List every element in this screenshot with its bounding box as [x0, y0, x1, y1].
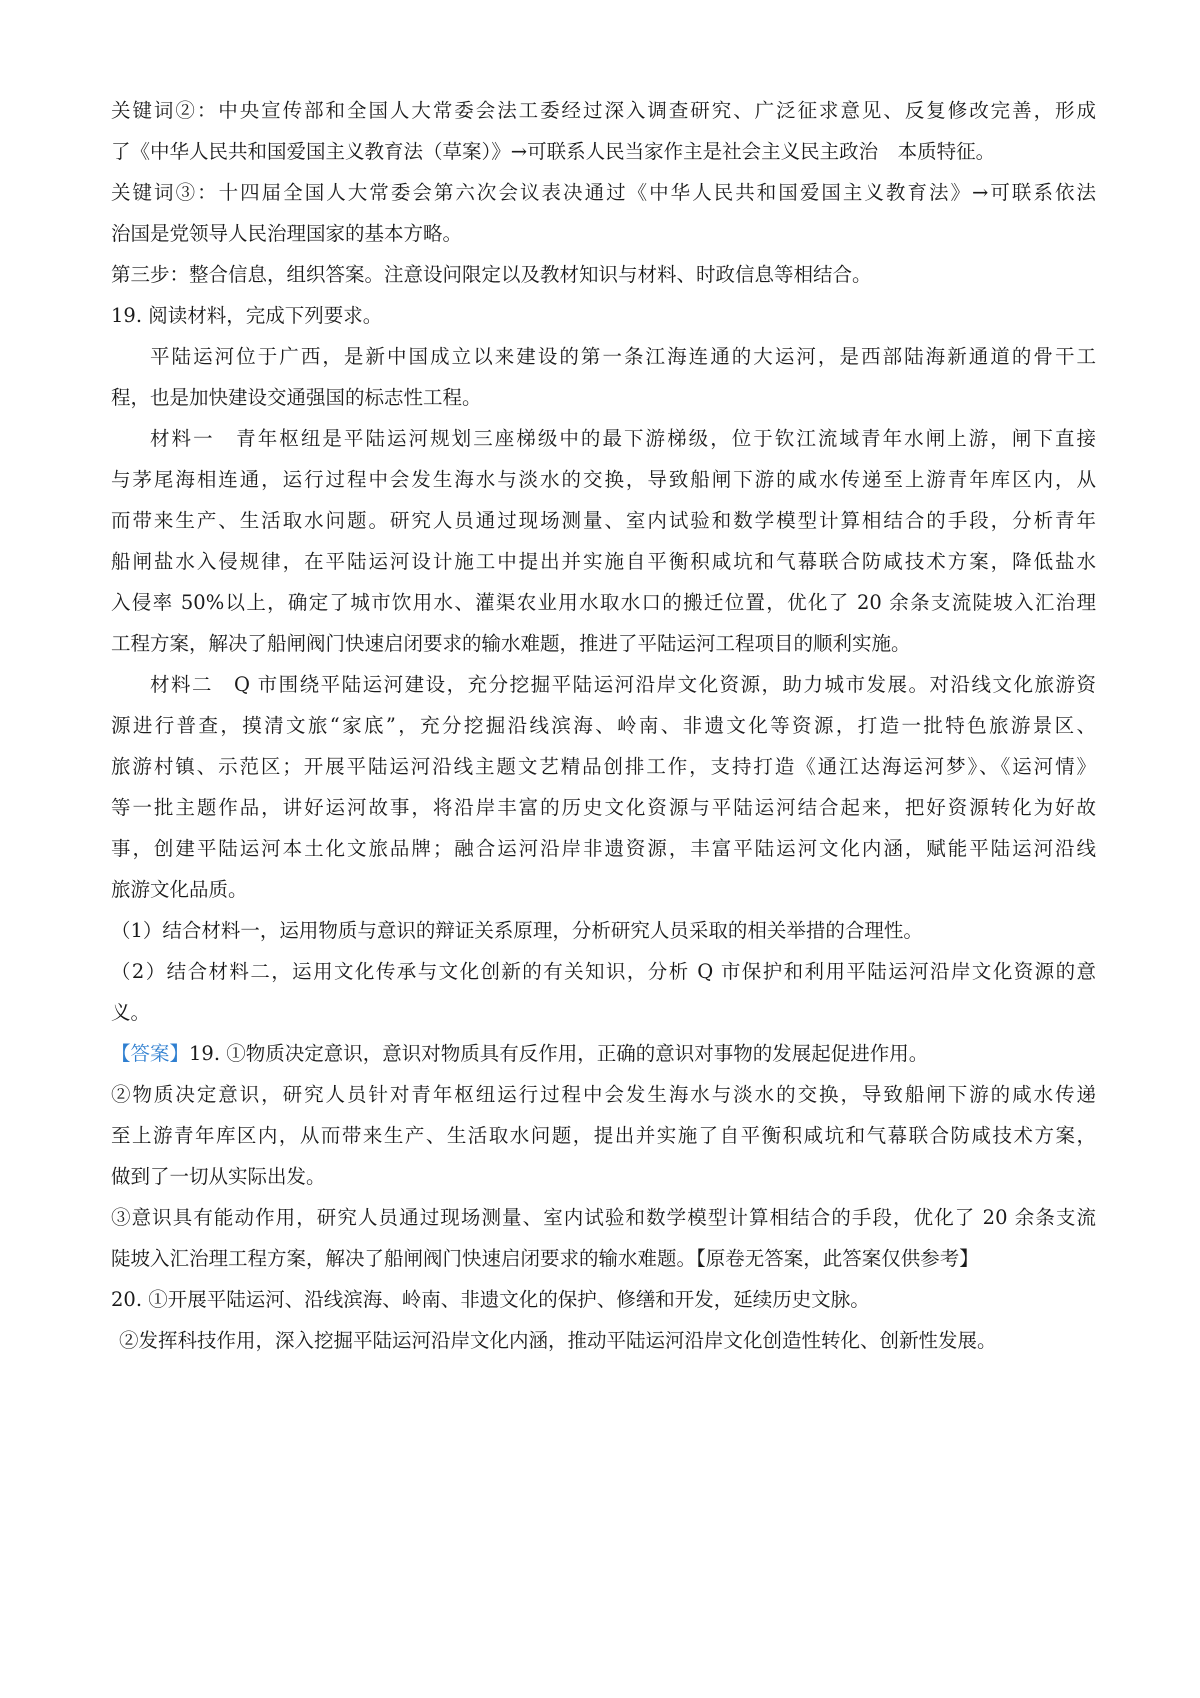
material-1-line-1: 材料一 青年枢纽是平陆运河规划三座梯级中的最下游梯级，位于钦江流域青年水闸上游，闸下直接 — [150, 427, 1096, 450]
material-1-line-3: 而带来生产、生活取水问题。研究人员通过现场测量、室内试验和数学模型计算相结合的手段，分析青年 — [111, 509, 1096, 532]
answer-20-line-2: ②发挥科技作用，深入挖掘平陆运河沿岸文化内涵，推动平陆运河沿岸文化创造性转化、创新性发展。 — [119, 1329, 997, 1352]
answer-point-3-line-1: ③意识具有能动作用，研究人员通过现场测量、室内试验和数学模型计算相结合的手段，优化了 20 余条支流 — [111, 1206, 1096, 1229]
material-2-line-4: 等一批主题作品，讲好运河故事，将沿岸丰富的历史文化资源与平陆运河结合起来，把好资源转化为好故 — [111, 796, 1096, 819]
material-2-line-2: 源进行普查，摸清文旅“家底”，充分挖掘沿线滨海、岭南、非遗文化等资源，打造一批特色旅游景区、 — [111, 714, 1096, 737]
answer-point-2-line-3: 做到了一切从实际出发。 — [111, 1165, 326, 1188]
sub-question-2-line-1: （2）结合材料二，运用文化传承与文化创新的有关知识，分析 Q 市保护和利用平陆运河沿岸文化资源的意 — [111, 960, 1096, 983]
material-2-line-5: 事，创建平陆运河本土化文旅品牌；融合运河沿岸非遗资源，丰富平陆运河文化内涵，赋能平陆运河沿线 — [111, 837, 1096, 860]
answer-point-2-line-1: ②物质决定意识，研究人员针对青年枢纽运行过程中会发生海水与淡水的交换，导致船闸下游的咸水传递 — [111, 1083, 1096, 1106]
keyword-2-line-1: 关键词②：中央宣传部和全国人大常委会法工委经过深入调查研究、广泛征求意见、反复修改完善，形成 — [111, 99, 1096, 122]
sub-question-1: （1）结合材料一，运用物质与意识的辩证关系原理，分析研究人员采取的相关举措的合理性。 — [111, 919, 923, 942]
answer-20-line-1: 20. ①开展平陆运河、沿线滨海、岭南、非遗文化的保护、修缮和开发，延续历史文脉。 — [111, 1288, 870, 1311]
step-3-line: 第三步：整合信息，组织答案。注意设问限定以及教材知识与材料、时政信息等相结合。 — [111, 263, 872, 286]
material-1-line-5: 入侵率 50%以上，确定了城市饮用水、灌渠农业用水取水口的搬迁位置，优化了 20 余条支流陡坡入汇治理 — [111, 591, 1096, 614]
document-page — [111, 92, 1096, 1363]
sub-question-2-line-2: 义。 — [111, 1001, 151, 1024]
intro-line-1: 平陆运河位于广西，是新中国成立以来建设的第一条江海连通的大运河，是西部陆海新通道的骨干工 — [150, 345, 1096, 368]
answer-line-1 — [111, 1035, 1096, 1073]
answer-line-1-text: 19. ①物质决定意识，意识对物质具有反作用，正确的意识对事物的发展起促进作用。 — [189, 1042, 929, 1065]
material-1-line-2: 与茅尾海相连通，运行过程中会发生海水与淡水的交换，导致船闸下游的咸水传递至上游青年库区内，从 — [111, 468, 1096, 491]
material-2-line-3: 旅游村镇、示范区；开展平陆运河沿线主题文艺精品创排工作，支持打造《通江达海运河梦》、《运河情》 — [111, 755, 1096, 778]
question-19-heading: 19. 阅读材料，完成下列要求。 — [111, 304, 383, 327]
material-1-line-6: 工程方案，解决了船闸阀门快速启闭要求的输水难题，推进了平陆运河工程项目的顺利实施。 — [111, 632, 911, 655]
material-1-line-4: 船闸盐水入侵规律，在平陆运河设计施工中提出并实施自平衡积咸坑和气幕联合防咸技术方案，降低盐水 — [111, 550, 1096, 573]
material-2-line-6: 旅游文化品质。 — [111, 878, 248, 901]
keyword-2-line-2: 了《中华人民共和国爱国主义教育法（草案）》→可联系人民当家作主是社会主义民主政治 本质特征。 — [111, 140, 996, 163]
keyword-3-line-1: 关键词③：十四届全国人大常委会第六次会议表决通过《中华人民共和国爱国主义教育法》→可联系依法 — [111, 181, 1096, 204]
keyword-3-line-2: 治国是党领导人民治理国家的基本方略。 — [111, 222, 463, 245]
intro-line-2: 程，也是加快建设交通强国的标志性工程。 — [111, 386, 482, 409]
answer-point-2-line-2: 至上游青年库区内，从而带来生产、生活取水问题，提出并实施了自平衡积咸坑和气幕联合防咸技术方案， — [111, 1124, 1096, 1147]
material-2-line-1: 材料二 Q 市围绕平陆运河建设，充分挖掘平陆运河沿岸文化资源，助力城市发展。对沿线文化旅游资 — [150, 673, 1096, 696]
answer-tag: 【答案】 — [111, 1042, 190, 1065]
answer-point-3-line-2: 陡坡入汇治理工程方案，解决了船闸阀门快速启闭要求的输水难题。【原卷无答案，此答案仅供参考】 — [111, 1247, 979, 1270]
